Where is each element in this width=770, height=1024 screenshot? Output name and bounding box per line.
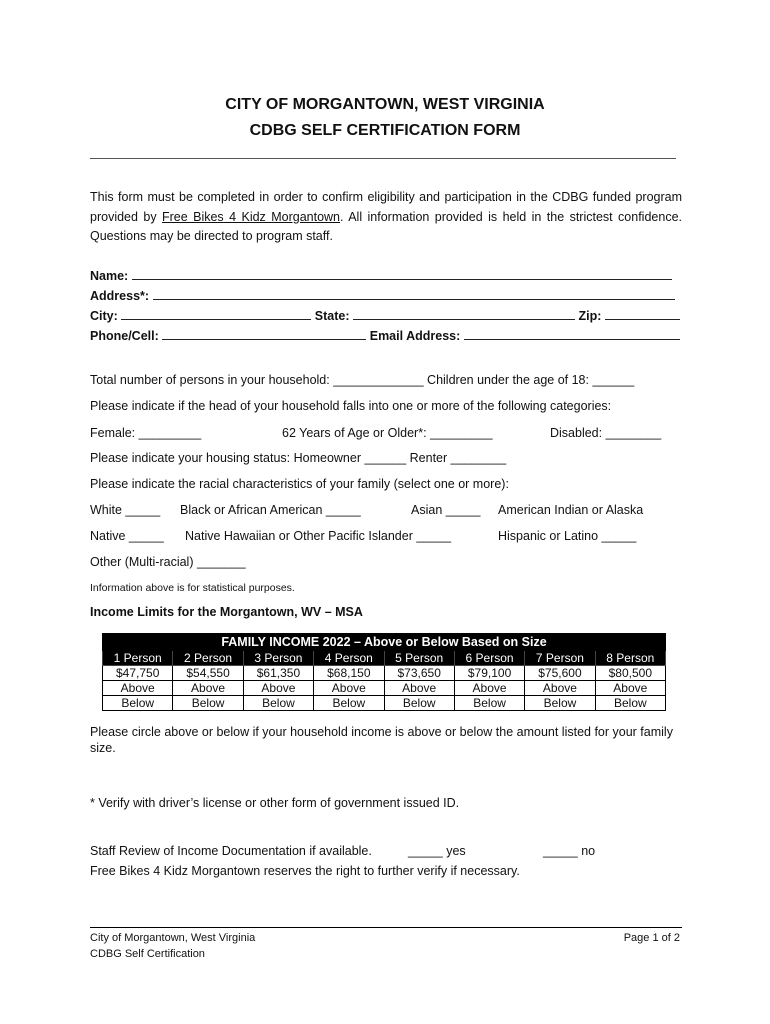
statistical-note: Information above is for statistical purposes. bbox=[90, 582, 295, 594]
city-label: City bbox=[90, 309, 114, 323]
below-choice[interactable]: Below bbox=[314, 696, 384, 711]
above-choice[interactable]: Above bbox=[314, 681, 384, 696]
income-limit-cell: $75,600 bbox=[525, 666, 595, 681]
name-input-line[interactable] bbox=[132, 268, 672, 280]
above-choice[interactable]: Above bbox=[173, 681, 243, 696]
footer-organization: City of Morgantown, West Virginia bbox=[90, 932, 256, 944]
phone-email-row: Phone/Cell: Email Address: bbox=[90, 328, 680, 343]
above-choice[interactable]: Above bbox=[525, 681, 595, 696]
household-size-header: 1 Person bbox=[103, 651, 173, 666]
asian-option: Asian _____ bbox=[411, 503, 481, 517]
head-of-household-prompt: Please indicate if the head of your household falls into one or more of the following categories: bbox=[90, 399, 612, 413]
name-label: Name bbox=[90, 269, 125, 283]
hispanic-option: Hispanic or Latino _____ bbox=[498, 529, 637, 543]
state-label: State bbox=[314, 309, 346, 323]
address-input-line[interactable] bbox=[153, 288, 675, 300]
form-subtitle: CDBG SELF CERTIFICATION FORM bbox=[249, 122, 521, 139]
email-label: Email Address bbox=[369, 329, 457, 343]
age-62-option: 62 Years of Age or Older*: _________ bbox=[282, 426, 493, 440]
income-limit-cell: $47,750 bbox=[103, 666, 173, 681]
household-size-header: 8 Person bbox=[595, 651, 665, 666]
staff-review-no[interactable]: _____ no bbox=[543, 844, 596, 858]
below-choice[interactable]: Below bbox=[243, 696, 313, 711]
multiracial-option: Other (Multi-racial) _______ bbox=[90, 555, 246, 569]
below-choice[interactable]: Below bbox=[103, 696, 173, 711]
income-limit-row bbox=[103, 666, 666, 681]
income-limit-cell: $80,500 bbox=[595, 666, 665, 681]
program-name-link: Free Bikes 4 Kidz Morgantown bbox=[162, 209, 340, 224]
income-limit-cell: $61,350 bbox=[243, 666, 313, 681]
phone-input-line[interactable] bbox=[162, 328, 366, 340]
income-limit-cell: $73,650 bbox=[384, 666, 454, 681]
female-option: Female: _________ bbox=[90, 426, 202, 440]
page-title: CITY OF MORGANTOWN, WEST VIRGINIA bbox=[225, 96, 545, 113]
below-choice[interactable]: Below bbox=[454, 696, 524, 711]
verification-reserve-note: Free Bikes 4 Kidz Morgantown reserves the right to further verify if necessary. bbox=[90, 864, 520, 878]
zip-label: Zip bbox=[578, 309, 598, 323]
above-choice[interactable]: Above bbox=[103, 681, 173, 696]
household-size-header: 2 Person bbox=[173, 651, 243, 666]
staff-review-yes[interactable]: _____ yes bbox=[408, 844, 466, 858]
zip-input-line[interactable] bbox=[605, 308, 680, 320]
name-field-row: Name: bbox=[90, 268, 680, 283]
black-option: Black or African American _____ bbox=[180, 503, 361, 517]
intro-text-end: . All information provided is held in the strictest confidence. Questions may be directed to program staff. bbox=[90, 209, 682, 243]
above-choice[interactable]: Above bbox=[454, 681, 524, 696]
city-state-zip-row: City: State: Zip: bbox=[90, 308, 680, 323]
income-table-title: FAMILY INCOME 2022 – Above or Below Based on Size bbox=[103, 634, 666, 651]
household-size-header: 5 Person bbox=[384, 651, 454, 666]
household-size-header: 7 Person bbox=[525, 651, 595, 666]
city-input-line[interactable] bbox=[121, 308, 311, 320]
household-size-header: 4 Person bbox=[314, 651, 384, 666]
intro-text-start: This form must be completed in order to confirm eligibility and participation in the CDBG funded program provided by bbox=[90, 190, 682, 224]
address-field-row: Address*: bbox=[90, 288, 680, 303]
income-table-header-row bbox=[103, 651, 666, 666]
income-limit-cell: $54,550 bbox=[173, 666, 243, 681]
phone-label: Phone/Cell bbox=[90, 329, 155, 343]
racial-prompt: Please indicate the racial characteristics of your family (select one or more): bbox=[90, 477, 509, 491]
footer-divider bbox=[90, 927, 682, 928]
disabled-option: Disabled: ________ bbox=[550, 426, 662, 440]
below-choice[interactable]: Below bbox=[384, 696, 454, 711]
household-size-header: 3 Person bbox=[243, 651, 313, 666]
below-choice[interactable]: Below bbox=[525, 696, 595, 711]
hawaiian-option: Native Hawaiian or Other Pacific Islander _____ bbox=[185, 529, 452, 543]
housing-status-line: Please indicate your housing status: Homeowner ______ Renter ________ bbox=[90, 451, 507, 465]
white-option: White _____ bbox=[90, 503, 161, 517]
income-limit-cell: $79,100 bbox=[454, 666, 524, 681]
below-choice[interactable]: Below bbox=[595, 696, 665, 711]
staff-review-label: Staff Review of Income Documentation if available. bbox=[90, 844, 372, 858]
below-choice[interactable]: Below bbox=[173, 696, 243, 711]
household-size-header: 6 Person bbox=[454, 651, 524, 666]
income-table bbox=[102, 633, 666, 711]
title-divider bbox=[90, 158, 676, 159]
income-table-title-row bbox=[103, 634, 666, 651]
income-limit-cell: $68,150 bbox=[314, 666, 384, 681]
above-choice[interactable]: Above bbox=[595, 681, 665, 696]
verify-note: * Verify with driver’s license or other form of government issued ID. bbox=[90, 796, 460, 810]
american-indian-option: American Indian or Alaska bbox=[498, 503, 644, 517]
above-choice[interactable]: Above bbox=[243, 681, 313, 696]
intro-paragraph bbox=[90, 188, 682, 247]
circle-instruction: Please circle above or below if your household income is above or below the amount listed for your family size. bbox=[90, 725, 673, 755]
email-input-line[interactable] bbox=[464, 328, 680, 340]
native-option: Native _____ bbox=[90, 529, 164, 543]
household-count-line: Total number of persons in your household: _____________ Children under the age of 18: ______ bbox=[90, 373, 635, 387]
below-row bbox=[103, 696, 666, 711]
footer-document-name: CDBG Self Certification bbox=[90, 948, 205, 960]
above-choice[interactable]: Above bbox=[384, 681, 454, 696]
address-label: Address* bbox=[90, 289, 145, 303]
page-number: Page 1 of 2 bbox=[623, 932, 680, 944]
state-input-line[interactable] bbox=[353, 308, 575, 320]
above-row bbox=[103, 681, 666, 696]
income-limits-heading: Income Limits for the Morgantown, WV – MSA bbox=[90, 605, 363, 619]
